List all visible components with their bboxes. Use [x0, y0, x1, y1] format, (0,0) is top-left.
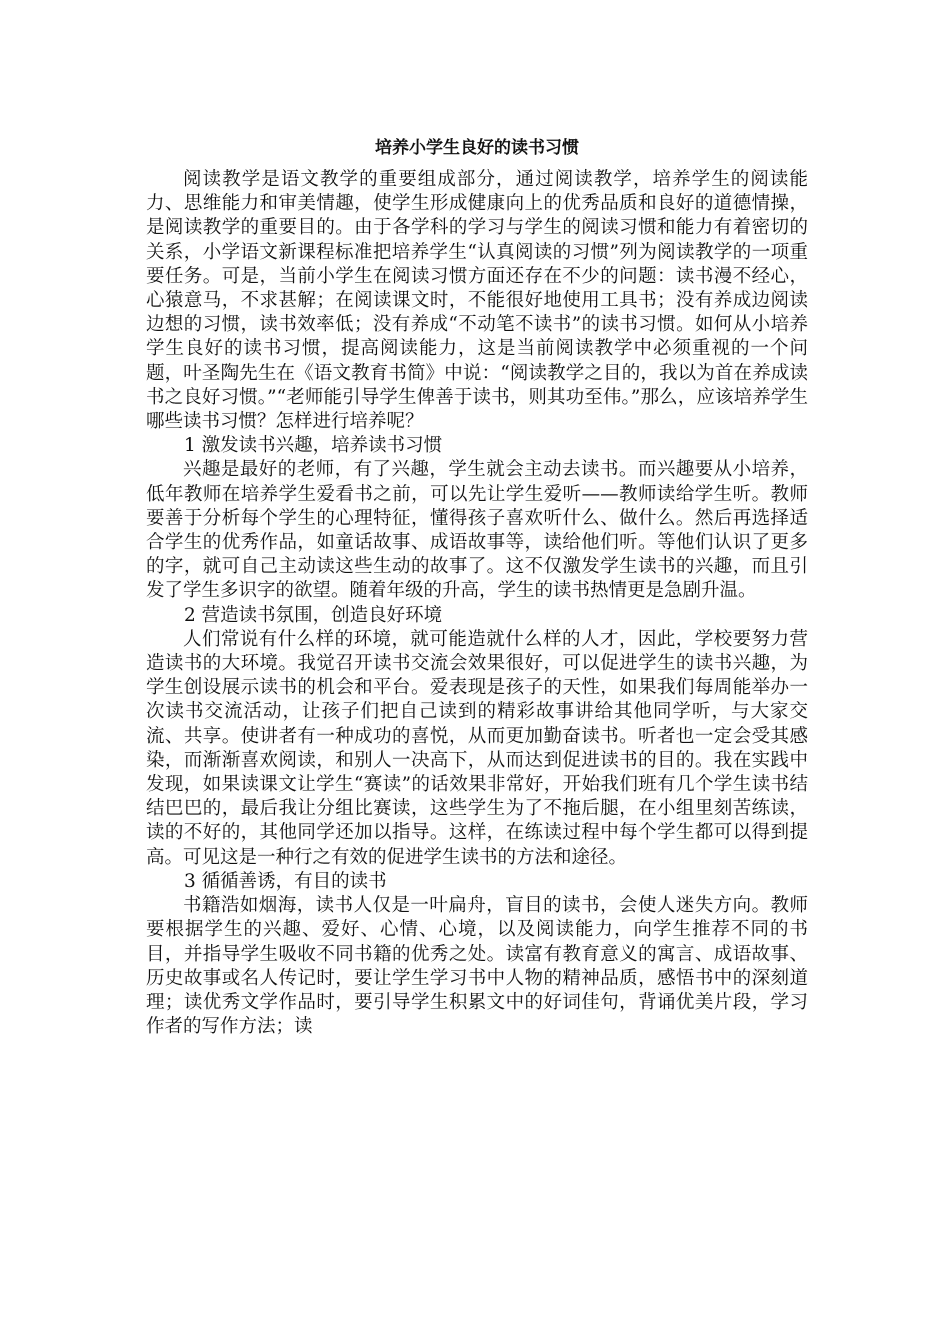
section-heading-3: 3 循循善诱，有目的读书	[184, 870, 387, 892]
section-heading-1: 1 激发读书兴趣，培养读书习惯	[184, 435, 443, 457]
section-body-2: 人们常说有什么样的环境，就可能造就什么样的人才，因此，学校要努力营造读书的大环境。我觉召开读书交流会效果很好，可以促进学生的读书兴趣，为学生创设展示读书的机会和平台。爱表现是孩子的天性，如果我们每周能举办一次读书交流活动，让孩子们把自己读到的精彩故事讲给其他同学听，与大家交流、共享。使讲者有一种成功的喜悦，从而更加勤奋读书。听者也一定会受其感染，而渐渐喜欢阅读，和别人一决高下，从而达到促进读书的目的。我在实践中发现，如果读课文让学生“赛读”的话效果非常好，开始我们班有几个学生读书结结巴巴的，最后我让分组比赛读，这些学生为了不拖后腿，在小组里刻苦练读，读的不好的，其他同学还加以指导。这样，在练读过程中每个学生都可以得到提高。可见这是一种行之有效的促进学生读书的方法和途径。	[146, 628, 808, 868]
section-heading-2: 2 营造读书氛围，创造良好环境	[184, 604, 443, 626]
section-body-3: 书籍浩如烟海，读书人仅是一叶扁舟，盲目的读书，会使人迷失方向。教师要根据学生的兴趣、爱好、心情、心境，以及阅读能力，向学生推荐不同的书目，并指导学生吸收不同书籍的优秀之处。读富有教育意义的寓言、成语故事、历史故事或名人传记时，要让学生学习书中人物的精神品质，感悟书中的深刻道理；读优秀文学作品时，要引导学生积累文中的好词佳句，背诵优美片段，学习作者的写作方法；读	[146, 895, 808, 1038]
intro-paragraph: 阅读教学是语文教学的重要组成部分，通过阅读教学，培养学生的阅读能力、思维能力和审美情趣，使学生形成健康向上的优秀品质和良好的道德情操，是阅读教学的重要目的。由于各学科的学习与学生的阅读习惯和能力有着密切的关系，小学语文新课程标准把培养学生“认真阅读的习惯”列为阅读教学的一项重要任务。可是，当前小学生在阅读习惯方面还存在不少的问题：读书漫不经心，心猿意马，不求甚解；在阅读课文时，不能很好地使用工具书；没有养成边阅读边想的习惯，读书效率低；没有养成“不动笔不读书”的读书习惯。如何从小培养学生良好的读书习惯，提高阅读能力，这是当前阅读教学中必须重视的一个问题，叶圣陶先生在《语文教育书简》中说：“阅读教学之目的，我以为首在养成读书之良好习惯。”“老师能引导学生俾善于读书，则其功至伟。”那么，应该培养学生哪些读书习惯？怎样进行培养呢？	[146, 169, 808, 433]
section-body-1: 兴趣是最好的老师，有了兴趣，学生就会主动去读书。而兴趣要从小培养，低年教师在培养学生爱看书之前，可以先让学生爱听——教师读给学生听。教师要善于分析每个学生的心理特征，懂得孩子喜欢听什么、做什么。然后再选择适合学生的优秀作品，如童话故事、成语故事等，读给他们听。等他们认识了更多的字，就可自己主动读这些生动的故事了。这不仅激发学生读书的兴趣，而且引发了学生多识字的欲望。随着年级的升高，学生的读书热情更是急剧升温。	[146, 459, 808, 602]
document-page	[146, 132, 808, 1039]
document-title: 培养小学生良好的读书习惯	[375, 138, 579, 158]
